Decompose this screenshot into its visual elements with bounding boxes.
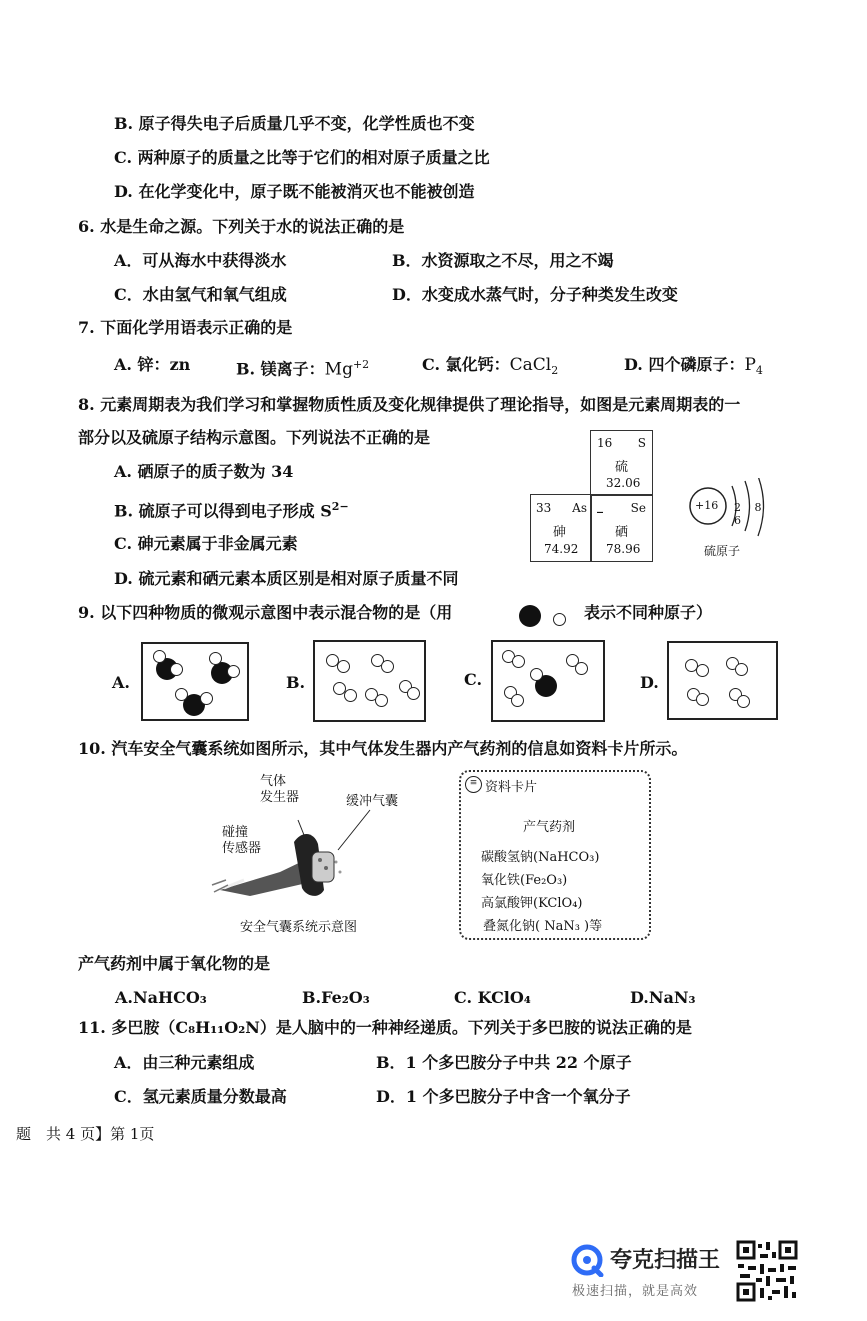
card-title: 资料卡片 xyxy=(485,780,538,795)
q6-option-a: A．可从海水中获得淡水 xyxy=(114,251,287,270)
q6-option-b: B．水资源取之不尽，用之不竭 xyxy=(392,251,614,270)
card-item: 碳酸氢钠(NaHCO₃) xyxy=(481,850,600,865)
card-list-icon: ≡ xyxy=(465,776,482,793)
atom-white xyxy=(337,660,350,673)
atom-white xyxy=(530,668,543,681)
atom-white xyxy=(170,663,183,676)
q5-option-d: D. 在化学变化中，原子既不能被消灭也不能被创造 xyxy=(114,182,475,201)
atom-caption: 硫原子 xyxy=(704,544,741,558)
qr-code xyxy=(736,1240,798,1302)
card-item: 氧化铁(Fe₂O₃) xyxy=(481,873,568,888)
q6-stem: 6. 水是生命之源。下列关于水的说法正确的是 xyxy=(78,217,405,236)
card-item: 高氯酸钾(KClO₄) xyxy=(481,896,583,911)
q9-box-b xyxy=(313,640,426,722)
q9-box-a xyxy=(141,642,249,721)
gas-generator-label: 气体 发生器 xyxy=(260,774,300,805)
cell-selenium: _ Se 硒 78.96 xyxy=(590,494,653,562)
q8-stem-line1: 8. 元素周期表为我们学习和掌握物质性质及变化规律提供了理论指导，如图是元素周期表的一 xyxy=(78,395,741,414)
atom-white xyxy=(209,652,222,665)
q8-option-c: C. 砷元素属于非金属元素 xyxy=(114,534,298,553)
page-footer: 题 共 4 页】第 1页 xyxy=(16,1125,155,1143)
card-item: 叠氮化钠( NaN₃ )等 xyxy=(483,919,603,934)
q5-option-c: C. 两种原子的质量之比等于它们的相对原子质量之比 xyxy=(114,148,490,167)
q8-stem-line2: 部分以及硫原子结构示意图。下列说法不正确的是 xyxy=(78,428,431,447)
q11-stem: 11. 多巴胺（C₈H₁₁O₂N）是人脑中的一种神经递质。下列关于多巴胺的说法正确的是 xyxy=(78,1018,692,1037)
atom-white xyxy=(511,694,524,707)
q6-option-c: C．水由氢气和氧气组成 xyxy=(114,285,287,304)
sulfur-atom-diagram xyxy=(684,478,784,568)
atom-white xyxy=(381,660,394,673)
q6-option-d: D．水变成水蒸气时，分子种类发生改变 xyxy=(392,285,678,304)
legend-black-atom xyxy=(519,605,541,627)
airbag-system-figure xyxy=(210,774,410,940)
q10-question: 产气药剂中属于氧化物的是 xyxy=(78,954,271,973)
atom-white xyxy=(344,689,357,702)
q8-option-a: A. 硒原子的质子数为 34 xyxy=(114,462,294,481)
q9-label-c: C. xyxy=(464,670,483,689)
atom-white xyxy=(735,663,748,676)
q9-label-b: B. xyxy=(286,673,306,692)
atom-nucleus-label: +16 xyxy=(695,499,719,512)
q7-option-d: D. 四个磷原子：$P_4$ xyxy=(624,355,763,378)
q11-option-a: A．由三种元素组成 xyxy=(114,1053,255,1072)
q10-stem: 10. 汽车安全气囊系统如图所示，其中气体发生器内产气药剂的信息如资料卡片所示。 xyxy=(78,739,688,758)
sensor-label: 碰撞 传感器 xyxy=(222,825,262,856)
q11-option-c: C．氢元素质量分数最高 xyxy=(114,1087,287,1106)
cell-sulfur: 16 S 硫 32.06 xyxy=(590,430,653,496)
q7-stem: 7. 下面化学用语表示正确的是 xyxy=(78,318,293,337)
atom-white xyxy=(375,694,388,707)
atom-white xyxy=(227,665,240,678)
q9-label-a: A. xyxy=(112,673,130,692)
atom-white xyxy=(575,662,588,675)
q11-option-b: B．1 个多巴胺分子中共 22 个原子 xyxy=(376,1053,632,1072)
atom-white xyxy=(153,650,166,663)
q10-option-b: B.Fe₂O₃ xyxy=(302,988,370,1007)
atom-white xyxy=(696,693,709,706)
q7-option-c: C. 氯化钙：CaCl$_2$ xyxy=(422,355,559,378)
scanner-watermark xyxy=(570,1240,730,1300)
quark-logo-icon xyxy=(570,1243,604,1277)
q5-option-b: B. 原子得失电子后质量几乎不变，化学性质也不变 xyxy=(114,114,475,133)
watermark-slogan: 极速扫描，就是高效 xyxy=(572,1284,699,1299)
q9-stem-after: 表示不同种原子） xyxy=(584,603,713,622)
q9-label-d: D. xyxy=(640,673,659,692)
atom-shell-counts: 2 8 6 xyxy=(734,501,767,527)
q10-option-a: A.NaHCO₃ xyxy=(115,988,207,1007)
q8-option-d: D. 硫元素和硒元素本质区别是相对原子质量不同 xyxy=(114,569,459,588)
info-card xyxy=(459,770,651,940)
atom-white xyxy=(200,692,213,705)
q7-option-a: A. 锌：zn xyxy=(114,355,191,374)
legend-white-atom xyxy=(553,613,566,626)
atom-white xyxy=(407,687,420,700)
q10-option-d: D.NaN₃ xyxy=(630,988,696,1007)
watermark-brand: 夸克扫描王 xyxy=(610,1248,721,1273)
qr-code-graphic xyxy=(736,1240,798,1302)
q9-box-c xyxy=(491,640,605,722)
q8-option-b: B. 硫原子可以得到电子形成 $S^{2-}$ xyxy=(114,500,349,521)
q9-stem-before: 9. 以下四种物质的微观示意图中表示混合物的是（用 xyxy=(78,603,453,622)
atom-white xyxy=(696,664,709,677)
cell-arsenic: 33 As 砷 74.92 xyxy=(530,494,592,562)
atom-white xyxy=(512,655,525,668)
card-subtitle: 产气药剂 xyxy=(523,820,576,835)
atom-white xyxy=(175,688,188,701)
q10-option-c: C. KClO₄ xyxy=(454,988,531,1007)
atom-white xyxy=(737,695,750,708)
q9-box-d xyxy=(667,641,778,720)
airbag-label: 缓冲气囊 xyxy=(346,794,399,809)
q7-option-b: B. 镁离子：$Mg^{+2}$ xyxy=(236,358,370,380)
figure-caption: 安全气囊系统示意图 xyxy=(240,920,358,935)
q11-option-d: D．1 个多巴胺分子中含一个氧分子 xyxy=(376,1087,631,1106)
